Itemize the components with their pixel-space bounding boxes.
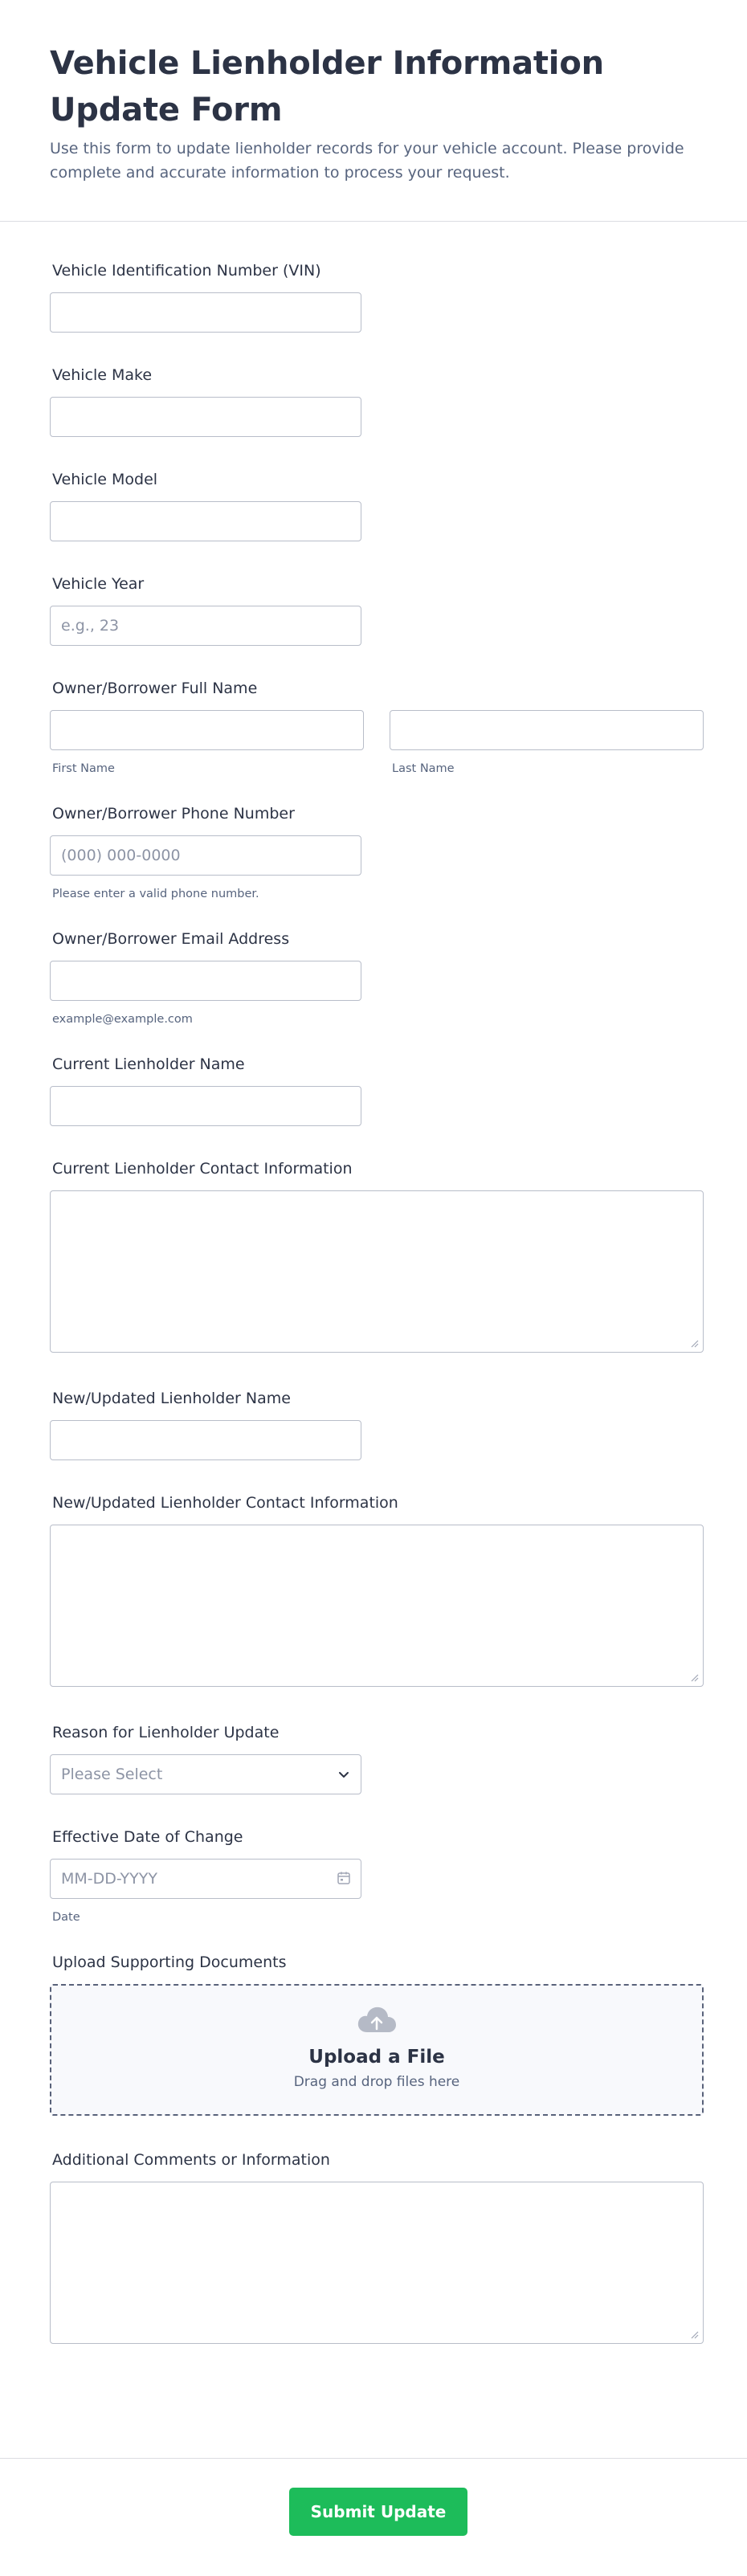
resize-grip-icon[interactable] <box>689 2329 699 2339</box>
upload-hint: Drag and drop files here <box>293 2074 460 2090</box>
new-lienholder-contact-field-group <box>50 1494 697 1687</box>
year-label: Vehicle Year <box>52 575 145 593</box>
effective-date-label: Effective Date of Change <box>52 1828 243 1846</box>
current-lienholder-name-input[interactable] <box>50 1086 361 1126</box>
make-field-group <box>50 366 697 437</box>
model-label: Vehicle Model <box>52 471 158 488</box>
new-lienholder-contact-label: New/Updated Lienholder Contact Information <box>52 1494 398 1512</box>
new-lienholder-name-label: New/Updated Lienholder Name <box>52 1390 291 1407</box>
name-row <box>50 710 697 775</box>
upload-label: Upload Supporting Documents <box>52 1953 287 1971</box>
phone-field-group <box>50 805 697 900</box>
phone-input[interactable] <box>50 835 361 876</box>
form-description: Use this form to update lienholder records for your vehicle account. Please provide complete and accurate information to process your request. <box>50 140 684 182</box>
model-input[interactable] <box>50 501 361 541</box>
effective-date-input[interactable] <box>50 1859 361 1899</box>
effective-date-wrap <box>50 1859 361 1899</box>
first-name-sublabel: First Name <box>52 762 115 775</box>
last-name-input[interactable] <box>390 710 704 750</box>
email-label: Owner/Borrower Email Address <box>52 930 290 948</box>
current-lienholder-contact-field-group <box>50 1160 697 1353</box>
vin-field-group <box>50 262 697 333</box>
current-lienholder-name-label: Current Lienholder Name <box>52 1055 245 1073</box>
email-field-group <box>50 930 697 1026</box>
first-name-input[interactable] <box>50 710 364 750</box>
phone-label: Owner/Borrower Phone Number <box>52 805 295 823</box>
comments-field-group <box>50 2151 697 2344</box>
comments-wrap <box>50 2182 704 2344</box>
new-lienholder-name-input[interactable] <box>50 1420 361 1460</box>
effective-date-field-group <box>50 1828 697 1924</box>
owner-name-field-group <box>50 680 697 775</box>
chevron-down-icon[interactable] <box>336 1766 352 1782</box>
new-lienholder-contact-wrap <box>50 1525 704 1687</box>
submit-button[interactable]: Submit Update <box>289 2488 467 2536</box>
reason-select-value[interactable]: Please Select <box>50 1754 361 1794</box>
upload-field-group <box>50 1953 697 2116</box>
last-name-col <box>390 710 704 775</box>
email-input[interactable] <box>50 961 361 1001</box>
calendar-icon[interactable] <box>336 1870 352 1886</box>
resize-grip-icon[interactable] <box>689 1338 699 1348</box>
owner-name-label: Owner/Borrower Full Name <box>52 680 258 697</box>
form-body <box>0 262 747 2344</box>
resize-grip-icon[interactable] <box>689 1672 699 1682</box>
year-input[interactable] <box>50 606 361 646</box>
new-lienholder-contact-textarea[interactable] <box>50 1525 704 1687</box>
file-upload-dropzone[interactable] <box>50 1984 704 2116</box>
upload-title: Upload a File <box>308 2047 445 2068</box>
new-lienholder-name-field-group <box>50 1390 697 1460</box>
current-lienholder-name-field-group <box>50 1055 697 1126</box>
current-lienholder-contact-wrap <box>50 1190 704 1353</box>
reason-label: Reason for Lienholder Update <box>52 1724 280 1741</box>
reason-select[interactable] <box>50 1754 361 1794</box>
current-lienholder-contact-textarea[interactable] <box>50 1190 704 1353</box>
email-sublabel: example@example.com <box>52 1013 193 1026</box>
vin-label: Vehicle Identification Number (VIN) <box>52 262 321 280</box>
vin-input[interactable] <box>50 292 361 333</box>
year-field-group <box>50 575 697 646</box>
first-name-col <box>50 710 364 775</box>
page-title: Vehicle Lienholder Information Update Form <box>50 45 604 129</box>
reason-field-group <box>50 1724 697 1794</box>
make-input[interactable] <box>50 397 361 437</box>
model-field-group <box>50 471 697 541</box>
comments-textarea[interactable] <box>50 2182 704 2344</box>
phone-sublabel: Please enter a valid phone number. <box>52 888 259 900</box>
comments-label: Additional Comments or Information <box>52 2151 330 2169</box>
last-name-sublabel: Last Name <box>392 762 455 775</box>
make-label: Vehicle Make <box>52 366 153 384</box>
effective-date-sublabel: Date <box>52 1911 80 1924</box>
form-footer <box>0 2458 747 2576</box>
cloud-upload-icon <box>356 2005 398 2035</box>
current-lienholder-contact-label: Current Lienholder Contact Information <box>52 1160 353 1178</box>
form-header <box>0 0 747 222</box>
